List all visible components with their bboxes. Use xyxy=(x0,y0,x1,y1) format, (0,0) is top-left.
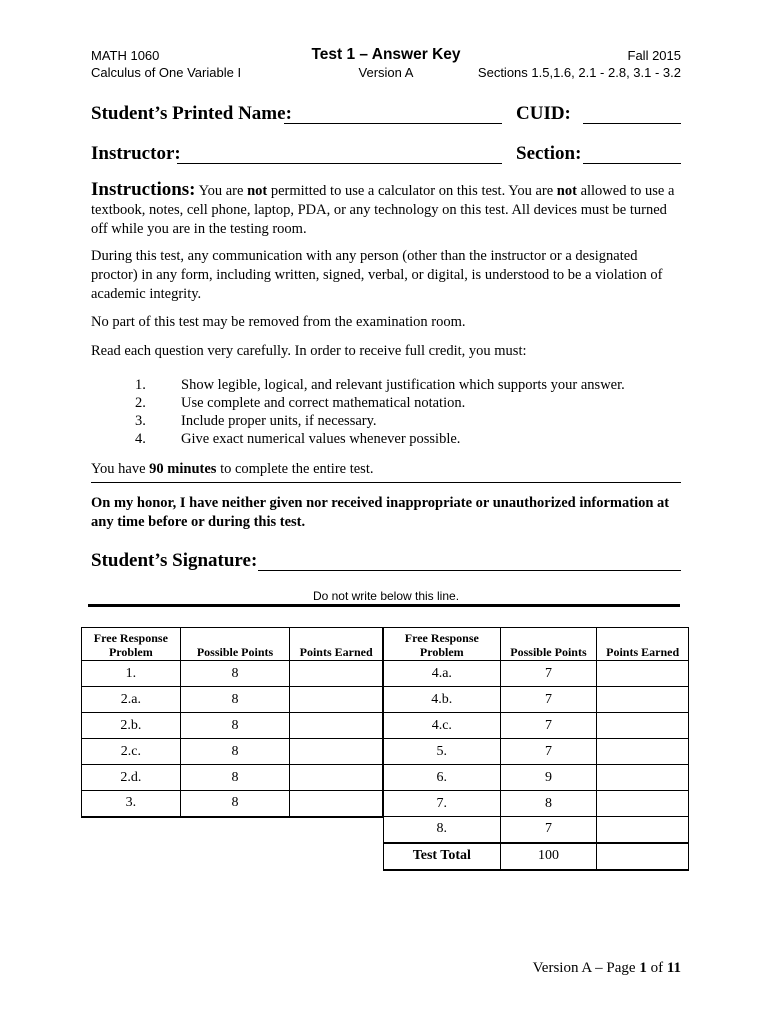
emphasis-not: not xyxy=(247,183,268,199)
rule-number: 2. xyxy=(135,395,146,411)
footer-of: of xyxy=(646,960,667,976)
points-earned-cell[interactable] xyxy=(597,661,689,687)
table-row xyxy=(82,661,383,687)
do-not-write-note: Do not write below this line. xyxy=(312,589,460,603)
problem-cell: 8. xyxy=(384,817,501,843)
rule-item xyxy=(91,394,683,412)
test-version: Version A xyxy=(358,65,414,80)
section-field[interactable] xyxy=(583,163,681,164)
rules-list xyxy=(91,376,683,448)
rule-item xyxy=(91,430,683,448)
problem-cell: 5. xyxy=(384,739,501,765)
points-earned-cell[interactable] xyxy=(290,739,383,765)
rule-number: 4. xyxy=(135,431,146,447)
problem-cell: 6. xyxy=(384,765,501,791)
table-row xyxy=(82,687,383,713)
rule-number: 3. xyxy=(135,413,146,429)
instructions xyxy=(91,180,683,479)
possible-points-cell: 8 xyxy=(500,791,597,817)
rule-text: Give exact numerical values whenever possible. xyxy=(181,431,461,447)
time-duration: 90 minutes xyxy=(149,461,217,477)
term-info xyxy=(478,47,681,81)
points-earned-cell[interactable] xyxy=(290,791,383,817)
time-text: You have xyxy=(91,461,150,477)
possible-points-cell: 7 xyxy=(500,687,597,713)
name-field[interactable] xyxy=(284,123,502,124)
header-problem-line2: Problem xyxy=(108,645,153,659)
points-earned-cell[interactable] xyxy=(597,713,689,739)
points-earned-cell[interactable] xyxy=(597,817,689,843)
possible-points-cell: 8 xyxy=(180,713,290,739)
table-row xyxy=(384,661,689,687)
points-earned-cell[interactable] xyxy=(597,687,689,713)
points-earned-cell[interactable] xyxy=(290,765,383,791)
table-row xyxy=(82,765,383,791)
points-earned-cell[interactable] xyxy=(597,765,689,791)
possible-points-cell: 7 xyxy=(500,739,597,765)
instructions-paragraph-2: During this test, any communication with any person (other than the instructor or a designated proctor) in any form, including written, signed, verbal, or digital, is understood to be a violation of academic integrity. xyxy=(91,248,663,302)
points-earned-cell[interactable] xyxy=(290,687,383,713)
possible-points-cell: 8 xyxy=(180,661,290,687)
header-problem xyxy=(384,628,501,661)
score-table-left xyxy=(81,627,383,818)
instructions-paragraph-3: No part of this test may be removed from the examination room. xyxy=(91,314,466,330)
rule-item xyxy=(91,412,683,430)
possible-points-cell: 8 xyxy=(180,687,290,713)
problem-cell: 1. xyxy=(82,661,181,687)
possible-points-cell: 8 xyxy=(180,765,290,791)
total-points: 100 xyxy=(500,843,597,870)
instructions-text: permitted to use a calculator on this test. You are xyxy=(267,183,557,199)
table-row xyxy=(384,713,689,739)
cuid-field[interactable] xyxy=(583,123,681,124)
table-header-row xyxy=(82,628,383,661)
rule-text: Include proper units, if necessary. xyxy=(181,413,377,429)
possible-points-cell: 7 xyxy=(500,817,597,843)
problem-cell: 2.a. xyxy=(82,687,181,713)
table-header-row xyxy=(384,628,689,661)
header-possible: Possible Points xyxy=(180,628,290,661)
rule-number: 1. xyxy=(135,377,146,393)
header-problem-line1: Free Response xyxy=(93,631,168,645)
name-row xyxy=(91,103,681,127)
total-label: Test Total xyxy=(384,843,501,870)
emphasis-not: not xyxy=(556,183,577,199)
header-problem xyxy=(82,628,181,661)
problem-cell: 2.c. xyxy=(82,739,181,765)
header-earned: Points Earned xyxy=(290,628,383,661)
divider xyxy=(91,482,681,483)
problem-cell: 4.b. xyxy=(384,687,501,713)
problem-cell: 4.c. xyxy=(384,713,501,739)
header-possible: Possible Points xyxy=(500,628,597,661)
instructions-paragraph-1 xyxy=(91,180,683,239)
instructor-row xyxy=(91,143,681,167)
table-row xyxy=(384,687,689,713)
footer-page-number: 1 xyxy=(639,960,647,976)
instructor-field[interactable] xyxy=(177,163,502,164)
time-limit xyxy=(91,460,683,479)
problem-cell: 3. xyxy=(82,791,181,817)
thick-divider xyxy=(88,604,680,607)
instructions-text: You are xyxy=(195,183,248,199)
signature-label: Student’s Signature: xyxy=(91,550,258,571)
honor-statement: On my honor, I have neither given nor received inappropriate or unauthorized information at any time before or during this test. xyxy=(91,495,670,530)
total-earned-cell[interactable] xyxy=(597,843,689,870)
points-earned-cell[interactable] xyxy=(597,739,689,765)
points-earned-cell[interactable] xyxy=(290,661,383,687)
test-title: Test 1 – Answer Key xyxy=(311,46,461,63)
instructions-text: allowed to use a textbook, notes, cell phone, laptop, PDA, or any technology on this test. All devices must be turned off while you are in the testing room. xyxy=(91,183,675,237)
rule-text: Show legible, logical, and relevant justification which supports your answer. xyxy=(181,377,625,393)
table-row xyxy=(82,739,383,765)
points-earned-cell[interactable] xyxy=(290,713,383,739)
cuid-label: CUID: xyxy=(516,103,571,124)
total-row xyxy=(384,843,689,870)
time-text: to complete the entire test. xyxy=(216,461,374,477)
instructions-heading: Instructions: xyxy=(91,179,196,200)
rule-item xyxy=(91,376,683,394)
header-problem-line1: Free Response xyxy=(404,631,479,645)
score-table-right xyxy=(383,627,689,871)
table-row xyxy=(384,791,689,817)
header-problem-line2: Problem xyxy=(419,645,464,659)
possible-points-cell: 9 xyxy=(500,765,597,791)
possible-points-cell: 7 xyxy=(500,713,597,739)
rule-text: Use complete and correct mathematical notation. xyxy=(181,395,466,411)
problem-cell: 4.a. xyxy=(384,661,501,687)
term: Fall 2015 xyxy=(627,48,681,63)
header-earned: Points Earned xyxy=(597,628,689,661)
possible-points-cell: 8 xyxy=(180,739,290,765)
table-row xyxy=(82,791,383,817)
course-name: Calculus of One Variable I xyxy=(91,65,242,80)
course-number: MATH 1060 xyxy=(91,48,160,63)
footer-version: Version A – Page xyxy=(532,960,640,976)
problem-cell: 7. xyxy=(384,791,501,817)
name-label: Student’s Printed Name: xyxy=(91,103,292,124)
table-row xyxy=(384,739,689,765)
problem-cell: 2.d. xyxy=(82,765,181,791)
section-label: Section: xyxy=(516,143,582,164)
instructor-label: Instructor: xyxy=(91,143,181,164)
page-footer xyxy=(533,960,681,977)
signature-row xyxy=(91,550,681,574)
problem-cell: 2.b. xyxy=(82,713,181,739)
possible-points-cell: 7 xyxy=(500,661,597,687)
possible-points-cell: 8 xyxy=(180,791,290,817)
footer-total-pages: 11 xyxy=(666,960,681,976)
table-row xyxy=(384,817,689,843)
table-row xyxy=(384,765,689,791)
points-earned-cell[interactable] xyxy=(597,791,689,817)
table-row xyxy=(82,713,383,739)
page-header xyxy=(91,47,681,83)
sections: Sections 1.5,1.6, 2.1 - 2.8, 3.1 - 3.2 xyxy=(477,65,681,80)
signature-field[interactable] xyxy=(258,570,681,571)
instructions-paragraph-4: Read each question very carefully. In order to receive full credit, you must: xyxy=(91,343,527,359)
